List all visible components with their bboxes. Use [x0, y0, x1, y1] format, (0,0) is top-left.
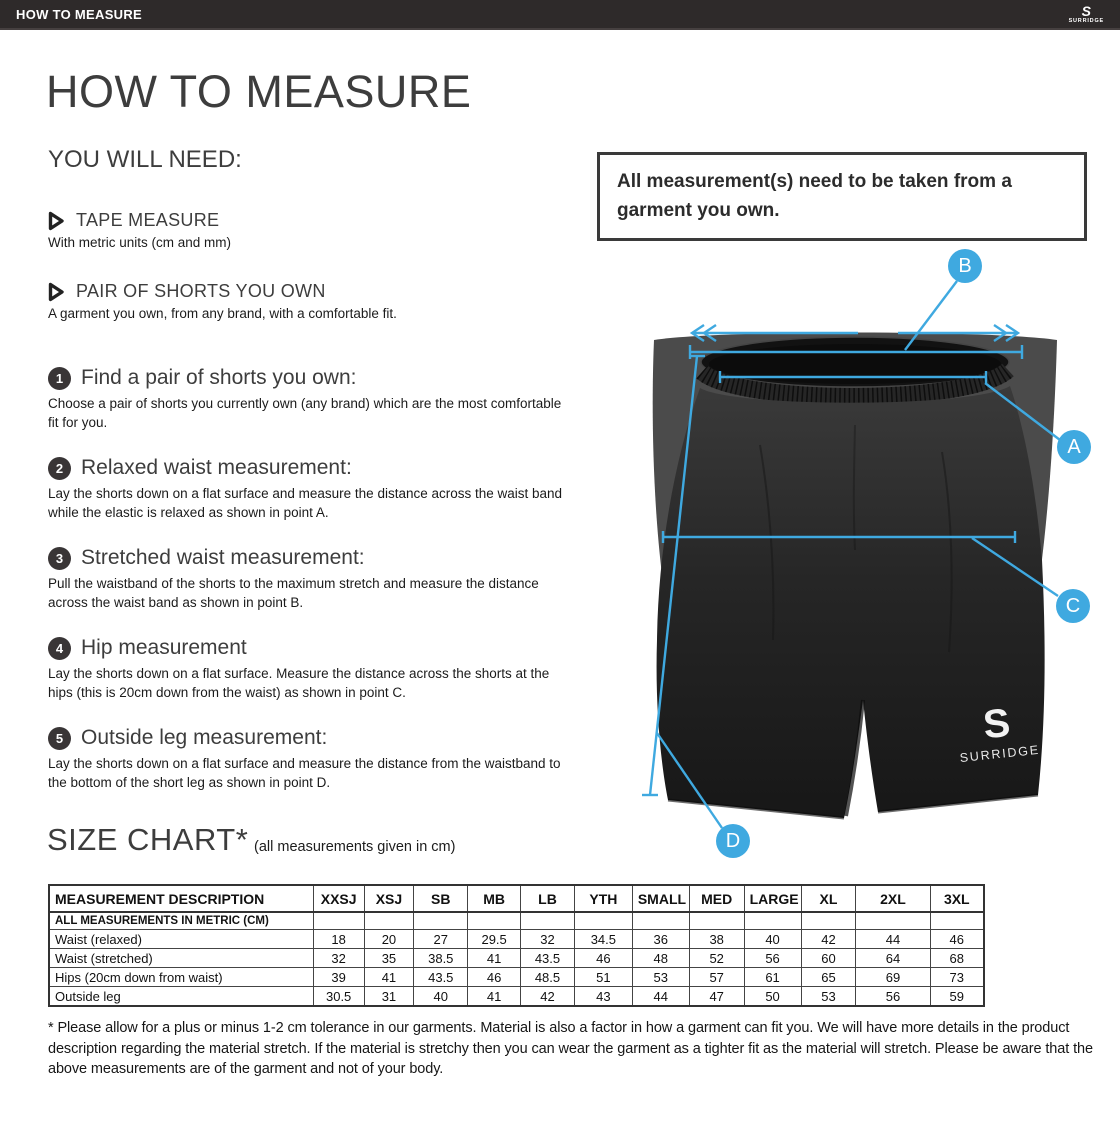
size-chart-cell: 57	[689, 968, 744, 987]
need-item-label: PAIR OF SHORTS YOU OWN	[76, 281, 326, 301]
size-chart-cell: 53	[632, 968, 689, 987]
size-chart-cell: 73	[930, 968, 984, 987]
size-chart-cell	[574, 912, 632, 930]
size-chart-cell: 30.5	[313, 987, 364, 1007]
size-chart-cell: 20	[364, 930, 414, 949]
step-4	[48, 636, 564, 703]
size-chart-cell: 42	[521, 987, 575, 1007]
size-chart-table	[48, 884, 985, 1007]
size-chart-cell	[930, 912, 984, 930]
size-chart-cell: 65	[801, 968, 856, 987]
size-chart-cell: 29.5	[468, 930, 521, 949]
size-chart-cell: 31	[364, 987, 414, 1007]
size-chart-cell: 48.5	[521, 968, 575, 987]
need-item-description: A garment you own, from any brand, with a comfortable fit.	[48, 306, 397, 321]
step-title: Hip measurement	[81, 636, 247, 659]
size-chart-cell	[801, 912, 856, 930]
step-3	[48, 546, 564, 613]
play-triangle-icon	[48, 211, 65, 231]
garment-logo-text: SURRIDGE	[959, 742, 1041, 766]
size-chart-cell: 60	[801, 949, 856, 968]
step-title: Outside leg measurement:	[81, 726, 328, 749]
size-chart-column-header: MB	[468, 885, 521, 912]
surridge-logo-text: SURRIDGE	[1068, 17, 1104, 24]
size-chart-cell: 40	[744, 930, 801, 949]
step-title: Find a pair of shorts you own:	[81, 366, 357, 389]
size-chart-cell	[468, 912, 521, 930]
size-chart-cell	[856, 912, 930, 930]
size-chart-cell	[364, 912, 414, 930]
size-chart-cell: 56	[744, 949, 801, 968]
shorts-measurement-figure	[640, 240, 1110, 880]
need-item-shorts	[48, 281, 397, 321]
step-description: Lay the shorts down on a flat surface. Measure the distance across the shorts at the hips (this is 20cm down from the waist) as shown in point C.	[48, 666, 550, 700]
size-chart-cell: 56	[856, 987, 930, 1007]
size-chart-cell: 41	[468, 987, 521, 1007]
size-chart-row	[49, 949, 984, 968]
size-chart-column-header: XXSJ	[313, 885, 364, 912]
top-bar-title: HOW TO MEASURE	[16, 6, 143, 22]
size-chart-cell: 48	[632, 949, 689, 968]
step-2	[48, 456, 564, 523]
size-chart-cell: 38	[689, 930, 744, 949]
marker-letter: C	[1065, 594, 1081, 617]
need-item-label: TAPE MEASURE	[76, 210, 220, 230]
tolerance-footnote: * Please allow for a plus or minus 1-2 cm tolerance in our garments. Material is also a factor in how a garment can fit you. We will have more details in the product description regarding the material stretch. If the material is stretchy then you can wear the garment as a tighter fit as the material will stretch. Please be aware that the above measurements are of the garment and not of your body.	[48, 1020, 1093, 1078]
size-chart-row	[49, 968, 984, 987]
size-chart-row-label: Outside leg	[49, 987, 313, 1007]
size-chart-cell: 38.5	[414, 949, 468, 968]
size-chart-cell: 32	[313, 949, 364, 968]
size-chart-cell: 43.5	[521, 949, 575, 968]
size-chart-cell: 41	[364, 968, 414, 987]
size-chart-cell: 35	[364, 949, 414, 968]
surridge-logo-mark: S	[1081, 2, 1091, 19]
size-chart-cell: 18	[313, 930, 364, 949]
size-chart-column-header: 2XL	[856, 885, 930, 912]
size-chart-cell: 41	[468, 949, 521, 968]
marker-letter: A	[1067, 435, 1081, 458]
fabric-crease	[854, 425, 855, 550]
top-bar	[0, 0, 1120, 30]
marker-badge-d	[716, 824, 750, 858]
size-chart-note-row	[49, 912, 984, 930]
marker-letter: B	[958, 254, 972, 277]
size-chart-cell: 32	[521, 930, 575, 949]
step-number-badge: 2	[48, 457, 71, 480]
need-item-tape-measure	[48, 210, 231, 250]
size-chart-cell: 53	[801, 987, 856, 1007]
size-chart-cell	[313, 912, 364, 930]
size-chart-subheading: (all measurements given in cm)	[254, 839, 456, 855]
size-chart-row	[49, 987, 984, 1007]
size-chart-column-header: SB	[414, 885, 468, 912]
measurement-notice: All measurement(s) need to be taken from a garment you own.	[597, 152, 1087, 241]
size-chart-cell: 46	[574, 949, 632, 968]
size-chart-column-header: LB	[521, 885, 575, 912]
size-chart-cell: 47	[689, 987, 744, 1007]
step-description: Lay the shorts down on a flat surface and measure the distance across the waist band while the elastic is relaxed as shown in point A.	[48, 486, 563, 520]
size-chart-cell: 61	[744, 968, 801, 987]
step-1	[48, 366, 564, 433]
size-chart-header-row	[49, 885, 984, 912]
size-chart-column-header: MEASUREMENT DESCRIPTION	[49, 885, 313, 912]
size-chart-column-header: 3XL	[930, 885, 984, 912]
size-chart-cell: 68	[930, 949, 984, 968]
size-chart-cell: 44	[632, 987, 689, 1007]
size-chart-cell: 69	[856, 968, 930, 987]
size-chart-note: ALL MEASUREMENTS IN METRIC (CM)	[49, 912, 313, 930]
step-description: Lay the shorts down on a flat surface and measure the distance from the waistband to the bottom of the short leg as shown in point D.	[48, 756, 561, 790]
size-chart-row-label: Hips (20cm down from waist)	[49, 968, 313, 987]
size-chart-column-header: SMALL	[632, 885, 689, 912]
garment-logo-mark: S	[981, 700, 1013, 748]
size-chart-column-header: LARGE	[744, 885, 801, 912]
size-chart-cell: 59	[930, 987, 984, 1007]
size-chart-cell: 34.5	[574, 930, 632, 949]
size-chart-column-header: YTH	[574, 885, 632, 912]
step-number-badge: 4	[48, 637, 71, 660]
size-chart-cell: 52	[689, 949, 744, 968]
step-number-badge: 3	[48, 547, 71, 570]
size-chart-heading: SIZE CHART*	[47, 822, 249, 857]
shorts-illustration	[640, 240, 1110, 880]
size-chart-row	[49, 930, 984, 949]
size-chart-cell	[521, 912, 575, 930]
size-chart-cell: 27	[414, 930, 468, 949]
size-chart-cell: 51	[574, 968, 632, 987]
play-triangle-icon	[48, 282, 65, 302]
size-chart-row-label: Waist (relaxed)	[49, 930, 313, 949]
marker-letter: D	[725, 829, 741, 852]
size-chart-cell	[689, 912, 744, 930]
marker-badge-c	[1056, 589, 1090, 623]
size-chart-cell: 40	[414, 987, 468, 1007]
size-chart-column-header: MED	[689, 885, 744, 912]
step-5	[48, 726, 564, 793]
size-chart-column-header: XL	[801, 885, 856, 912]
step-title: Relaxed waist measurement:	[81, 456, 352, 479]
step-description: Pull the waistband of the shorts to the maximum stretch and measure the distance across the waist band as shown in point B.	[48, 576, 539, 610]
you-will-need-heading: YOU WILL NEED:	[48, 146, 242, 173]
size-chart-cell: 46	[468, 968, 521, 987]
page-title: HOW TO MEASURE	[46, 66, 472, 117]
size-chart-column-header: XSJ	[364, 885, 414, 912]
size-chart-cell: 43.5	[414, 968, 468, 987]
size-chart-cell: 42	[801, 930, 856, 949]
step-number-badge: 5	[48, 727, 71, 750]
size-chart-row-label: Waist (stretched)	[49, 949, 313, 968]
size-chart-cell: 50	[744, 987, 801, 1007]
surridge-logo-icon	[1069, 4, 1104, 25]
step-title: Stretched waist measurement:	[81, 546, 365, 569]
need-item-description: With metric units (cm and mm)	[48, 235, 232, 250]
size-chart-cell: 39	[313, 968, 364, 987]
marker-badge-a	[1057, 430, 1091, 464]
size-chart-cell: 36	[632, 930, 689, 949]
size-chart-cell: 46	[930, 930, 984, 949]
size-chart-cell: 43	[574, 987, 632, 1007]
step-description: Choose a pair of shorts you currently own (any brand) which are the most comfortable fit for you.	[48, 396, 562, 430]
size-chart-cell	[744, 912, 801, 930]
size-chart-cell: 64	[856, 949, 930, 968]
size-chart-cell: 44	[856, 930, 930, 949]
size-chart-cell	[632, 912, 689, 930]
marker-badge-b	[948, 249, 982, 283]
size-chart-cell	[414, 912, 468, 930]
step-number-badge: 1	[48, 367, 71, 390]
